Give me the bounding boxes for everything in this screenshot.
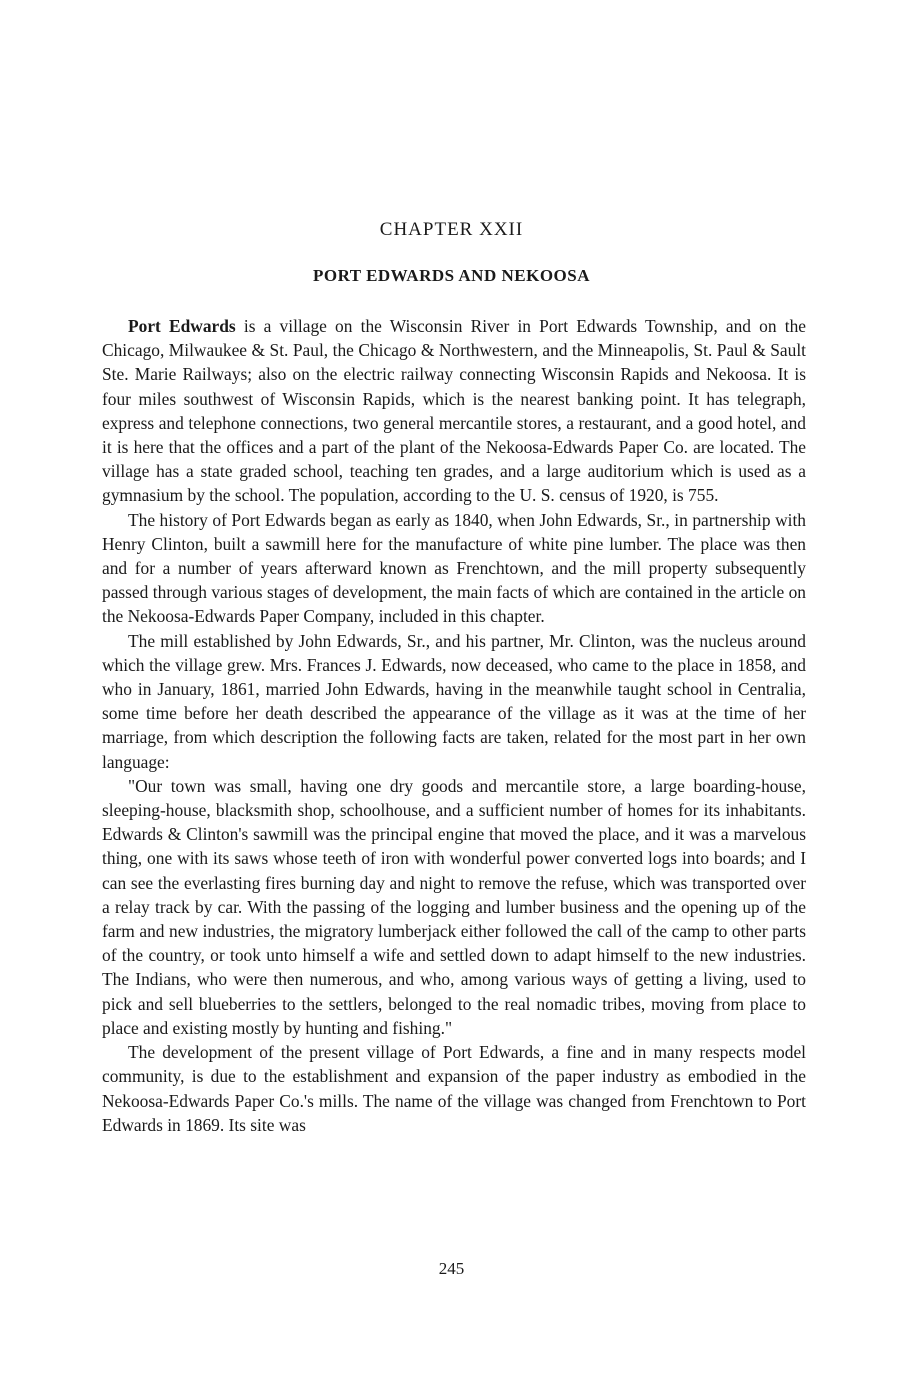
chapter-heading: CHAPTER XXII [379,219,524,240]
page-number: 245 [438,1259,465,1278]
paragraph-text: The mill established by John Edwards, Sr., and his partner, Mr. Clinton, was the nucleus around which the village grew. Mrs. Frances J. Edwards, now deceased, who came to the place in 1858, and who in January, 1861, married John Edwards, having in the meanwhile taught school in Centralia, some time before her death described the appearance of the village as it was at the time of her marriage, from which description the following facts are taken, related for the most part in her own language: [102,630,806,772]
paragraph-text: is a village on the Wisconsin River in Port Edwards Township, and on the Chicago, Milwaukee & St. Paul, the Chicago & Northwestern, and the Minneapolis, St. Paul & Sault Ste. Marie Railways; also on the electric railway connecting Wisconsin Rapids and Nekoosa. It is four miles southwest of Wisconsin Rapids, which is the nearest banking point. It has telegraph, express and telephone connections, two general mercantile stores, a restaurant, and a good hotel, and it is here that the offices and a part of the plant of the Nekoosa-Edwards Paper Co. are located. The village has a state graded school, teaching ten grades, and a large auditorium which is used as a gymnasium by the school. The population, according to the U. S. census of 1920, is 755. [102,316,806,506]
paragraph-text: The history of Port Edwards began as early as 1840, when John Edwards, Sr., in partnership with Henry Clinton, built a sawmill here for the manufacture of white pine lumber. The place was then and for a number of years afterward known as Frenchtown, and the mill property subsequently passed through various stages of development, the main facts of which are contained in the article on the Nekoosa-Edwards Paper Company, included in this chapter. [102,509,806,627]
paragraph-3 [102,629,806,774]
chapter-title: PORT EDWARDS AND NEKOOSA [313,266,590,285]
paragraph-text: "Our town was small, having one dry goods and mercantile store, a large boarding-house, sleeping-house, blacksmith shop, schoolhouse, and a sufficient number of homes for its inhabitants. Edwards & Clinton's sawmill was the principal engine that moved the place, and it was a marvelous thing, one with its saws whose teeth of iron with wonderful power converted logs into boards; and I can see the everlasting fires burning day and night to remove the refuse, which was transported over a relay track by car. With the passing of the logging and lumber business and the opening up of the farm and new industries, the migratory lumberjack either followed the call of the camp to other parts of the country, or took unto himself a wife and settled down to adapt himself to the new industries. The Indians, who were then numerous, and who, among various ways of getting a living, used to pick and sell blueberries to the settlers, belonged to the real nomadic tribes, moving from place to place and existing mostly by hunting and fishing." [102,775,806,1038]
body-text [102,314,806,1137]
paragraph-5 [102,1040,806,1137]
paragraph-2 [102,508,806,629]
paragraph-1 [102,314,806,508]
paragraph-text: The development of the present village of Port Edwards, a fine and in many respects model community, is due to the establishment and expansion of the paper industry as embodied in the Nekoosa-Edwards Paper Co.'s mills. The name of the village was changed from Frenchtown to Port Edwards in 1869. Its site was [102,1042,806,1135]
paragraph-lead: Port Edwards [128,316,236,336]
paragraph-4-quote [102,774,806,1040]
